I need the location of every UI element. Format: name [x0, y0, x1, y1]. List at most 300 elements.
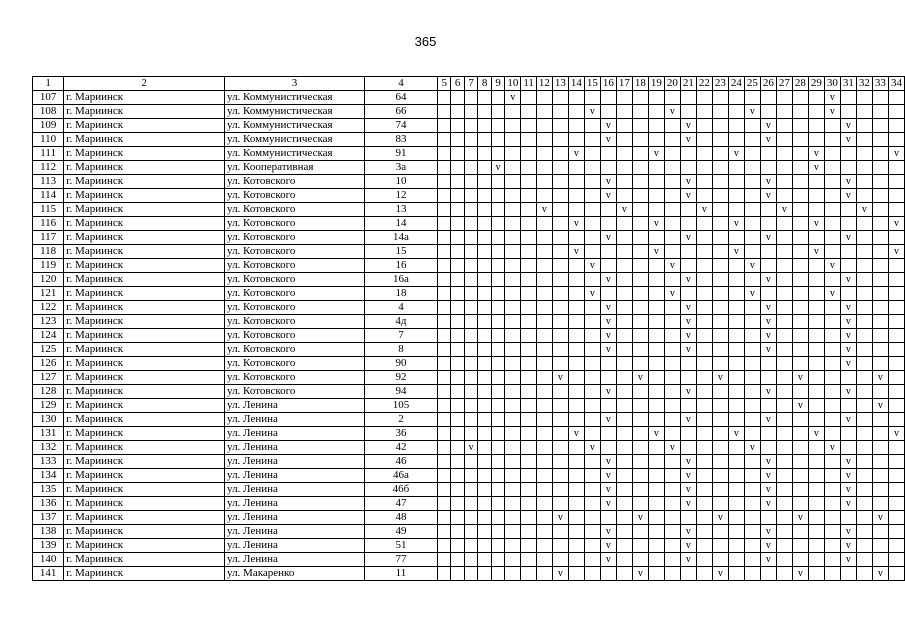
mark-cell-col-31: [840, 553, 856, 567]
mark-cell-col-29: [808, 553, 824, 567]
mark-cell-col-18: [632, 539, 648, 553]
mark-cell-col-16: [600, 231, 616, 245]
check-mark: v: [733, 428, 739, 439]
check-mark: v: [605, 302, 611, 313]
mark-cell-col-18: [632, 441, 648, 455]
mark-cell-col-8: [478, 161, 491, 175]
mark-cell-col-7: [464, 161, 477, 175]
mark-cell-col-16: [600, 203, 616, 217]
mark-cell-col-20: [664, 287, 680, 301]
street-cell: ул. Котовского: [225, 315, 365, 329]
mark-cell-col-26: [760, 511, 776, 525]
mark-cell-col-18: [632, 455, 648, 469]
mark-cell-col-14: [568, 161, 584, 175]
mark-cell-col-29: [808, 539, 824, 553]
mark-cell-col-32: [856, 441, 872, 455]
mark-cell-col-16: [600, 301, 616, 315]
mark-cell-col-26: [760, 105, 776, 119]
mark-cell-col-24: [728, 553, 744, 567]
mark-cell-col-7: [464, 203, 477, 217]
mark-cell-col-5: [437, 119, 450, 133]
column-header-1: 1: [33, 77, 64, 91]
city-cell: г. Мариинск: [64, 203, 225, 217]
mark-cell-col-17: [616, 483, 632, 497]
check-mark: v: [685, 414, 691, 425]
mark-cell-col-6: [451, 161, 464, 175]
mark-cell-col-27: [776, 343, 792, 357]
table-row: [33, 357, 905, 371]
mark-cell-col-33: [872, 315, 888, 329]
mark-cell-col-25: [744, 301, 760, 315]
mark-cell-col-26: [760, 119, 776, 133]
mark-cell-col-23: [712, 259, 728, 273]
mark-cell-col-25: [744, 273, 760, 287]
street-cell: ул. Котовского: [225, 175, 365, 189]
table-row: [33, 175, 905, 189]
mark-cell-col-18: [632, 91, 648, 105]
check-mark: v: [765, 484, 771, 495]
street-cell: ул. Коммунистическая: [225, 119, 365, 133]
mark-cell-col-22: [696, 259, 712, 273]
check-mark: v: [845, 470, 851, 481]
mark-cell-col-23: [712, 133, 728, 147]
mark-cell-col-9: [491, 259, 504, 273]
table-row: [33, 231, 905, 245]
mark-cell-col-17: [616, 161, 632, 175]
mark-cell-col-8: [478, 371, 491, 385]
mark-cell-col-17: [616, 273, 632, 287]
table-row: [33, 413, 905, 427]
mark-cell-col-17: [616, 469, 632, 483]
check-mark: v: [845, 316, 851, 327]
mark-cell-col-29: [808, 147, 824, 161]
mark-cell-col-24: [728, 161, 744, 175]
mark-cell-col-8: [478, 511, 491, 525]
mark-cell-col-30: [824, 273, 840, 287]
column-header-34: 34: [888, 77, 904, 91]
house-number-cell: 3а: [364, 161, 437, 175]
mark-cell-col-20: [664, 413, 680, 427]
table-row: [33, 217, 905, 231]
mark-cell-col-25: [744, 497, 760, 511]
mark-cell-col-34: [888, 329, 904, 343]
mark-cell-col-10: [505, 189, 521, 203]
mark-cell-col-19: [648, 427, 664, 441]
mark-cell-col-29: [808, 469, 824, 483]
mark-cell-col-33: [872, 105, 888, 119]
row-number: 113: [33, 175, 64, 189]
city-cell: г. Мариинск: [64, 497, 225, 511]
mark-cell-col-20: [664, 427, 680, 441]
mark-cell-col-5: [437, 483, 450, 497]
mark-cell-col-11: [521, 301, 537, 315]
mark-cell-col-17: [616, 371, 632, 385]
mark-cell-col-19: [648, 511, 664, 525]
mark-cell-col-18: [632, 385, 648, 399]
mark-cell-col-14: [568, 567, 584, 581]
mark-cell-col-22: [696, 301, 712, 315]
mark-cell-col-25: [744, 231, 760, 245]
mark-cell-col-16: [600, 413, 616, 427]
house-number-cell: 4: [364, 301, 437, 315]
mark-cell-col-22: [696, 329, 712, 343]
mark-cell-col-28: [792, 441, 808, 455]
mark-cell-col-19: [648, 91, 664, 105]
mark-cell-col-34: [888, 189, 904, 203]
column-header-33: 33: [872, 77, 888, 91]
mark-cell-col-31: [840, 259, 856, 273]
mark-cell-col-14: [568, 357, 584, 371]
mark-cell-col-6: [451, 91, 464, 105]
check-mark: v: [845, 386, 851, 397]
check-mark: v: [541, 204, 547, 215]
mark-cell-col-30: [824, 301, 840, 315]
mark-cell-col-32: [856, 273, 872, 287]
mark-cell-col-13: [552, 161, 568, 175]
mark-cell-col-7: [464, 231, 477, 245]
check-mark: v: [893, 428, 899, 439]
mark-cell-col-9: [491, 413, 504, 427]
mark-cell-col-6: [451, 357, 464, 371]
mark-cell-col-32: [856, 427, 872, 441]
check-mark: v: [669, 288, 675, 299]
house-number-cell: 8: [364, 343, 437, 357]
check-mark: v: [717, 512, 723, 523]
mark-cell-col-8: [478, 259, 491, 273]
mark-cell-col-11: [521, 455, 537, 469]
mark-cell-col-34: [888, 245, 904, 259]
mark-cell-col-8: [478, 217, 491, 231]
street-cell: ул. Котовского: [225, 189, 365, 203]
mark-cell-col-33: [872, 413, 888, 427]
mark-cell-col-10: [505, 315, 521, 329]
check-mark: v: [845, 232, 851, 243]
mark-cell-col-21: [680, 497, 696, 511]
check-mark: v: [845, 274, 851, 285]
column-header-2: 2: [64, 77, 225, 91]
mark-cell-col-24: [728, 259, 744, 273]
check-mark: v: [765, 316, 771, 327]
mark-cell-col-31: [840, 441, 856, 455]
street-cell: ул. Ленина: [225, 553, 365, 567]
mark-cell-col-16: [600, 329, 616, 343]
mark-cell-col-9: [491, 301, 504, 315]
mark-cell-col-26: [760, 147, 776, 161]
row-number: 111: [33, 147, 64, 161]
check-mark: v: [685, 386, 691, 397]
mark-cell-col-22: [696, 413, 712, 427]
mark-cell-col-28: [792, 525, 808, 539]
mark-cell-col-25: [744, 189, 760, 203]
column-header-28: 28: [792, 77, 808, 91]
mark-cell-col-20: [664, 567, 680, 581]
table-row: [33, 203, 905, 217]
check-mark: v: [765, 344, 771, 355]
mark-cell-col-10: [505, 245, 521, 259]
mark-cell-col-19: [648, 119, 664, 133]
house-number-cell: 77: [364, 553, 437, 567]
row-number: 135: [33, 483, 64, 497]
column-header-13: 13: [552, 77, 568, 91]
mark-cell-col-27: [776, 497, 792, 511]
mark-cell-col-29: [808, 287, 824, 301]
check-mark: v: [765, 470, 771, 481]
mark-cell-col-28: [792, 105, 808, 119]
mark-cell-col-22: [696, 399, 712, 413]
mark-cell-col-8: [478, 301, 491, 315]
mark-cell-col-7: [464, 441, 477, 455]
mark-cell-col-26: [760, 539, 776, 553]
house-number-cell: 94: [364, 385, 437, 399]
mark-cell-col-27: [776, 315, 792, 329]
mark-cell-col-20: [664, 301, 680, 315]
mark-cell-col-10: [505, 357, 521, 371]
mark-cell-col-5: [437, 315, 450, 329]
mark-cell-col-30: [824, 147, 840, 161]
mark-cell-col-7: [464, 259, 477, 273]
mark-cell-col-13: [552, 357, 568, 371]
mark-cell-col-29: [808, 343, 824, 357]
mark-cell-col-18: [632, 483, 648, 497]
mark-cell-col-26: [760, 357, 776, 371]
mark-cell-col-33: [872, 329, 888, 343]
house-number-cell: 16а: [364, 273, 437, 287]
check-mark: v: [765, 232, 771, 243]
mark-cell-col-17: [616, 175, 632, 189]
mark-cell-col-6: [451, 553, 464, 567]
mark-cell-col-20: [664, 273, 680, 287]
house-number-cell: 51: [364, 539, 437, 553]
mark-cell-col-14: [568, 525, 584, 539]
mark-cell-col-8: [478, 455, 491, 469]
mark-cell-col-29: [808, 203, 824, 217]
mark-cell-col-16: [600, 287, 616, 301]
street-cell: ул. Ленина: [225, 399, 365, 413]
mark-cell-col-13: [552, 427, 568, 441]
column-header-32: 32: [856, 77, 872, 91]
mark-cell-col-8: [478, 441, 491, 455]
check-mark: v: [797, 372, 803, 383]
mark-cell-col-19: [648, 539, 664, 553]
mark-cell-col-20: [664, 245, 680, 259]
mark-cell-col-25: [744, 371, 760, 385]
mark-cell-col-28: [792, 553, 808, 567]
mark-cell-col-8: [478, 189, 491, 203]
city-cell: г. Мариинск: [64, 231, 225, 245]
mark-cell-col-32: [856, 553, 872, 567]
mark-cell-col-30: [824, 441, 840, 455]
row-number: 109: [33, 119, 64, 133]
mark-cell-col-11: [521, 357, 537, 371]
mark-cell-col-14: [568, 301, 584, 315]
mark-cell-col-13: [552, 259, 568, 273]
mark-cell-col-12: [536, 203, 552, 217]
mark-cell-col-34: [888, 133, 904, 147]
mark-cell-col-30: [824, 287, 840, 301]
city-cell: г. Мариинск: [64, 539, 225, 553]
check-mark: v: [557, 512, 563, 523]
mark-cell-col-31: [840, 357, 856, 371]
table-row: [33, 343, 905, 357]
mark-cell-col-23: [712, 161, 728, 175]
mark-cell-col-11: [521, 217, 537, 231]
mark-cell-col-15: [584, 189, 600, 203]
mark-cell-col-19: [648, 259, 664, 273]
mark-cell-col-13: [552, 399, 568, 413]
table-row: [33, 315, 905, 329]
check-mark: v: [557, 372, 563, 383]
mark-cell-col-15: [584, 511, 600, 525]
mark-cell-col-12: [536, 497, 552, 511]
mark-cell-col-11: [521, 399, 537, 413]
mark-cell-col-17: [616, 343, 632, 357]
mark-cell-col-18: [632, 287, 648, 301]
mark-cell-col-26: [760, 455, 776, 469]
column-header-7: 7: [464, 77, 477, 91]
mark-cell-col-11: [521, 525, 537, 539]
mark-cell-col-21: [680, 385, 696, 399]
mark-cell-col-31: [840, 539, 856, 553]
mark-cell-col-19: [648, 273, 664, 287]
mark-cell-col-7: [464, 91, 477, 105]
mark-cell-col-16: [600, 105, 616, 119]
mark-cell-col-18: [632, 273, 648, 287]
mark-cell-col-17: [616, 441, 632, 455]
mark-cell-col-10: [505, 469, 521, 483]
mark-cell-col-8: [478, 525, 491, 539]
mark-cell-col-30: [824, 105, 840, 119]
house-number-cell: 46а: [364, 469, 437, 483]
mark-cell-col-25: [744, 245, 760, 259]
column-header-24: 24: [728, 77, 744, 91]
city-cell: г. Мариинск: [64, 315, 225, 329]
mark-cell-col-29: [808, 231, 824, 245]
mark-cell-col-10: [505, 329, 521, 343]
check-mark: v: [765, 526, 771, 537]
mark-cell-col-13: [552, 483, 568, 497]
check-mark: v: [765, 498, 771, 509]
mark-cell-col-27: [776, 189, 792, 203]
mark-cell-col-20: [664, 399, 680, 413]
street-cell: ул. Коммунистическая: [225, 147, 365, 161]
mark-cell-col-11: [521, 245, 537, 259]
check-mark: v: [605, 414, 611, 425]
street-cell: ул. Котовского: [225, 259, 365, 273]
mark-cell-col-22: [696, 371, 712, 385]
mark-cell-col-26: [760, 329, 776, 343]
mark-cell-col-32: [856, 203, 872, 217]
mark-cell-col-7: [464, 105, 477, 119]
mark-cell-col-22: [696, 385, 712, 399]
mark-cell-col-7: [464, 385, 477, 399]
mark-cell-col-14: [568, 343, 584, 357]
mark-cell-col-10: [505, 455, 521, 469]
mark-cell-col-23: [712, 245, 728, 259]
mark-cell-col-8: [478, 399, 491, 413]
mark-cell-col-6: [451, 133, 464, 147]
mark-cell-col-24: [728, 567, 744, 581]
mark-cell-col-34: [888, 441, 904, 455]
mark-cell-col-30: [824, 455, 840, 469]
mark-cell-col-5: [437, 287, 450, 301]
mark-cell-col-25: [744, 287, 760, 301]
check-mark: v: [685, 456, 691, 467]
mark-cell-col-27: [776, 385, 792, 399]
city-cell: г. Мариинск: [64, 329, 225, 343]
mark-cell-col-7: [464, 553, 477, 567]
street-cell: ул. Ленина: [225, 483, 365, 497]
mark-cell-col-30: [824, 189, 840, 203]
mark-cell-col-8: [478, 245, 491, 259]
mark-cell-col-10: [505, 385, 521, 399]
row-number: 121: [33, 287, 64, 301]
check-mark: v: [797, 512, 803, 523]
table-row: [33, 399, 905, 413]
check-mark: v: [861, 204, 867, 215]
mark-cell-col-23: [712, 105, 728, 119]
mark-cell-col-24: [728, 287, 744, 301]
street-cell: ул. Ленина: [225, 497, 365, 511]
mark-cell-col-34: [888, 119, 904, 133]
mark-cell-col-22: [696, 497, 712, 511]
table-row: [33, 385, 905, 399]
mark-cell-col-6: [451, 371, 464, 385]
check-mark: v: [845, 176, 851, 187]
row-number: 115: [33, 203, 64, 217]
mark-cell-col-16: [600, 245, 616, 259]
mark-cell-col-11: [521, 553, 537, 567]
street-cell: ул. Котовского: [225, 343, 365, 357]
row-number: 132: [33, 441, 64, 455]
house-number-cell: 105: [364, 399, 437, 413]
mark-cell-col-9: [491, 161, 504, 175]
mark-cell-col-25: [744, 175, 760, 189]
mark-cell-col-32: [856, 287, 872, 301]
mark-cell-col-11: [521, 105, 537, 119]
mark-cell-col-23: [712, 511, 728, 525]
mark-cell-col-33: [872, 539, 888, 553]
mark-cell-col-11: [521, 189, 537, 203]
mark-cell-col-8: [478, 133, 491, 147]
mark-cell-col-7: [464, 217, 477, 231]
mark-cell-col-16: [600, 497, 616, 511]
mark-cell-col-34: [888, 385, 904, 399]
mark-cell-col-29: [808, 441, 824, 455]
mark-cell-col-23: [712, 441, 728, 455]
mark-cell-col-15: [584, 147, 600, 161]
mark-cell-col-30: [824, 91, 840, 105]
mark-cell-col-34: [888, 455, 904, 469]
mark-cell-col-10: [505, 497, 521, 511]
mark-cell-col-17: [616, 259, 632, 273]
mark-cell-col-16: [600, 553, 616, 567]
mark-cell-col-10: [505, 441, 521, 455]
check-mark: v: [893, 246, 899, 257]
mark-cell-col-15: [584, 539, 600, 553]
mark-cell-col-34: [888, 161, 904, 175]
mark-cell-col-11: [521, 469, 537, 483]
mark-cell-col-13: [552, 217, 568, 231]
mark-cell-col-23: [712, 147, 728, 161]
mark-cell-col-17: [616, 287, 632, 301]
mark-cell-col-32: [856, 259, 872, 273]
mark-cell-col-20: [664, 371, 680, 385]
mark-cell-col-31: [840, 525, 856, 539]
check-mark: v: [797, 400, 803, 411]
mark-cell-col-32: [856, 539, 872, 553]
row-number: 119: [33, 259, 64, 273]
mark-cell-col-24: [728, 511, 744, 525]
